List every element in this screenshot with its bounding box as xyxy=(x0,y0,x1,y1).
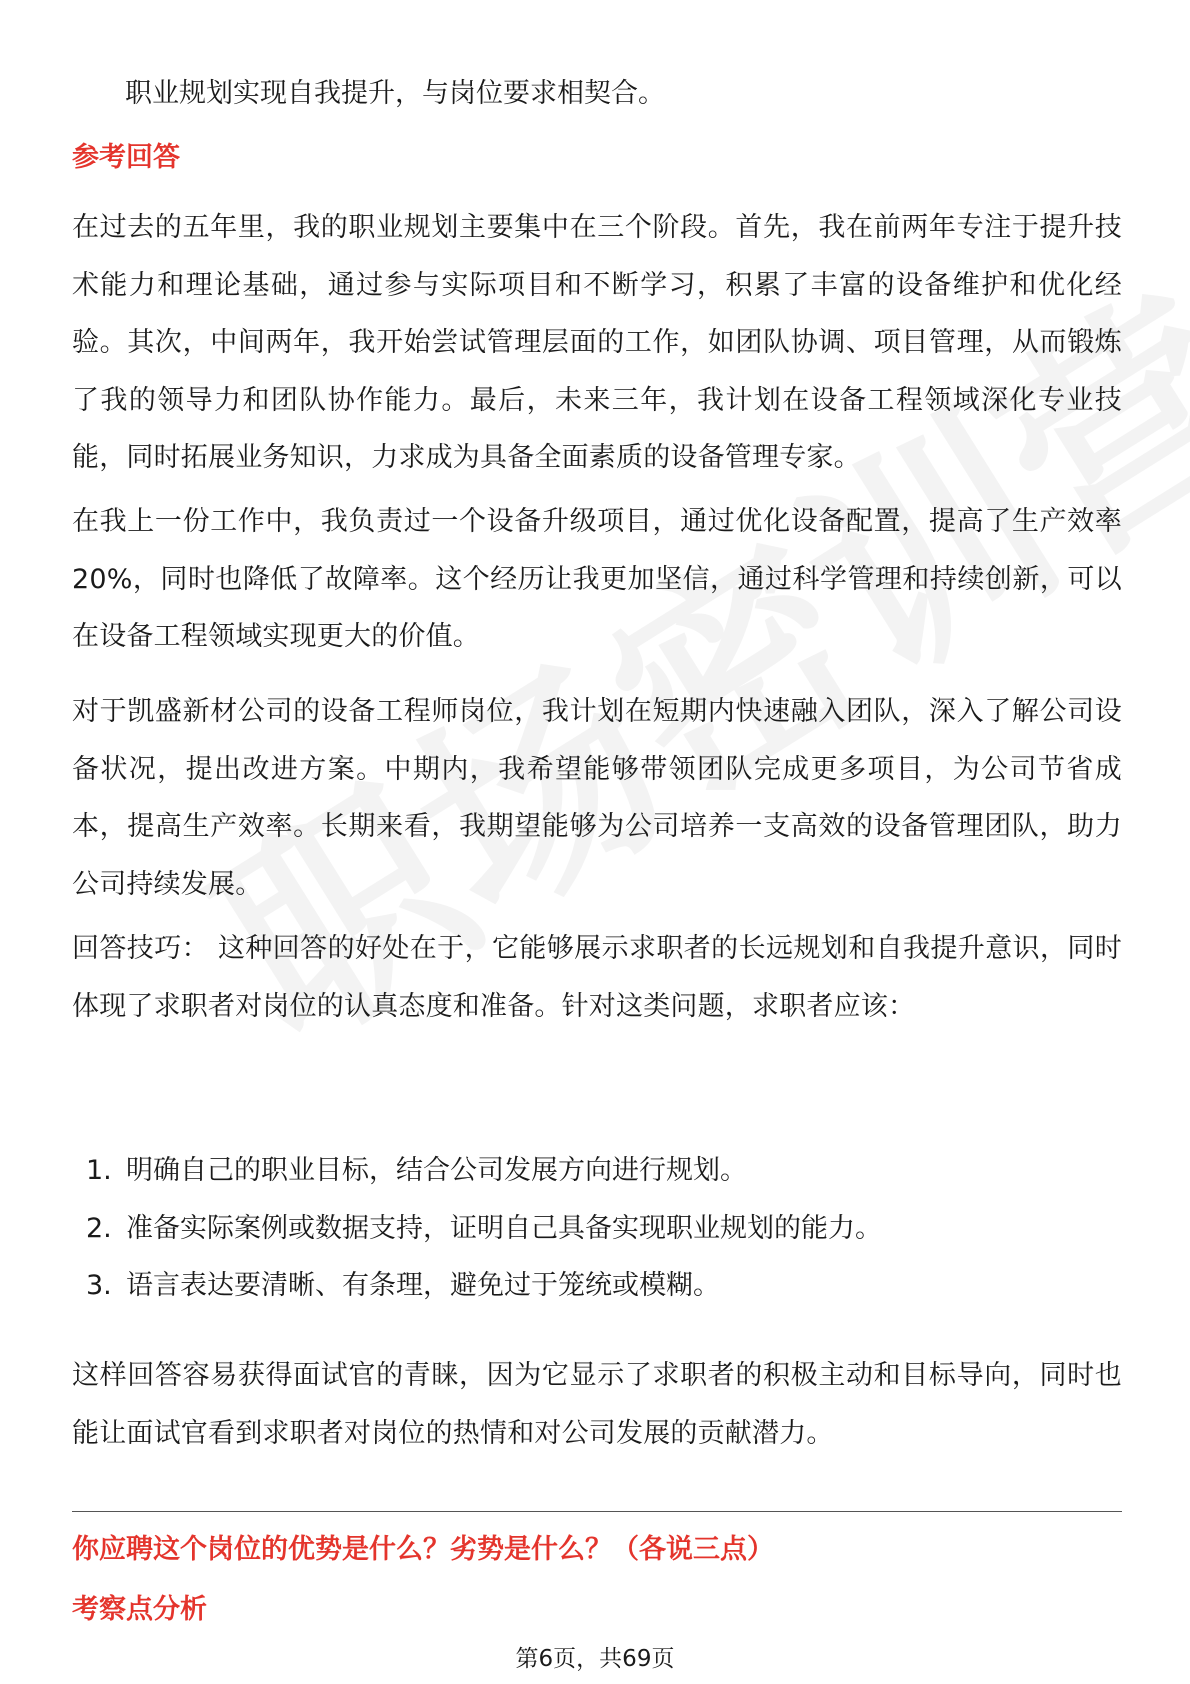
closing-paragraph: 这样回答容易获得面试官的青睐，因为它显示了求职者的积极主动和目标导向，同时也能让面试官看到求职者对岗位的热情和对公司发展的贡献潜力。 xyxy=(72,1360,1122,1449)
list-item-text: 准备实际案例或数据支持，证明自己具备实现职业规划的能力。 xyxy=(126,1212,882,1244)
list-item xyxy=(86,1142,1116,1200)
list-item-number: 3. xyxy=(86,1270,112,1301)
tips-list xyxy=(86,1142,1116,1315)
answer-paragraph-1: 在过去的五年里，我的职业规划主要集中在三个阶段。首先，我在前两年专注于提升技术能力和理论基础，通过参与实际项目和不断学习，积累了丰富的设备维护和优化经验。其次，中间两年，我开始尝试管理层面的工作，如团队协调、项目管理，从而锻炼了我的领导力和团队协作能力。最后，未来三年，我计划在设备工程领域深化专业技能，同时拓展业务知识，力求成为具备全面素质的设备管理专家。 xyxy=(72,212,1122,473)
answer-tips-intro: 回答技巧： 这种回答的好处在于，它能够展示求职者的长远规划和自我提升意识，同时体现了求职者对岗位的认真态度和准备。针对这类问题，求职者应该： xyxy=(72,933,1122,1022)
reference-answer-heading: 参考回答 xyxy=(72,142,180,173)
answer-paragraph-3: 对于凯盛新材公司的设备工程师岗位，我计划在短期内快速融入团队，深入了解公司设备状况，提出改进方案。中期内，我希望能够带领团队完成更多项目，为公司节省成本，提高生产效率。长期来看，我期望能够为公司培养一支高效的设备管理团队，助力公司持续发展。 xyxy=(72,696,1122,900)
intro-line: 职业规划实现自我提升，与岗位要求相契合。 xyxy=(125,78,665,109)
section-divider xyxy=(72,1511,1122,1512)
list-item-text: 明确自己的职业目标，结合公司发展方向进行规划。 xyxy=(126,1155,747,1186)
answer-paragraph-2: 在我上一份工作中，我负责过一个设备升级项目，通过优化设备配置，提高了生产效率20%，同时也降低了故障率。这个经历让我更加坚信，通过科学管理和持续创新，可以在设备工程领域实现更大的价值。 xyxy=(72,506,1122,652)
list-item xyxy=(86,1200,1116,1258)
analysis-heading: 考察点分析 xyxy=(72,1594,207,1625)
list-item-number: 1. xyxy=(86,1155,112,1186)
next-question-heading: 你应聘这个岗位的优势是什么？劣势是什么？（各说三点） xyxy=(72,1534,774,1565)
page-number-footer: 第6页，共69页 xyxy=(515,1646,675,1672)
list-item-number: 2. xyxy=(86,1212,112,1244)
list-item xyxy=(86,1257,1116,1315)
list-item-text: 语言表达要清晰、有条理，避免过于笼统或模糊。 xyxy=(126,1270,720,1301)
